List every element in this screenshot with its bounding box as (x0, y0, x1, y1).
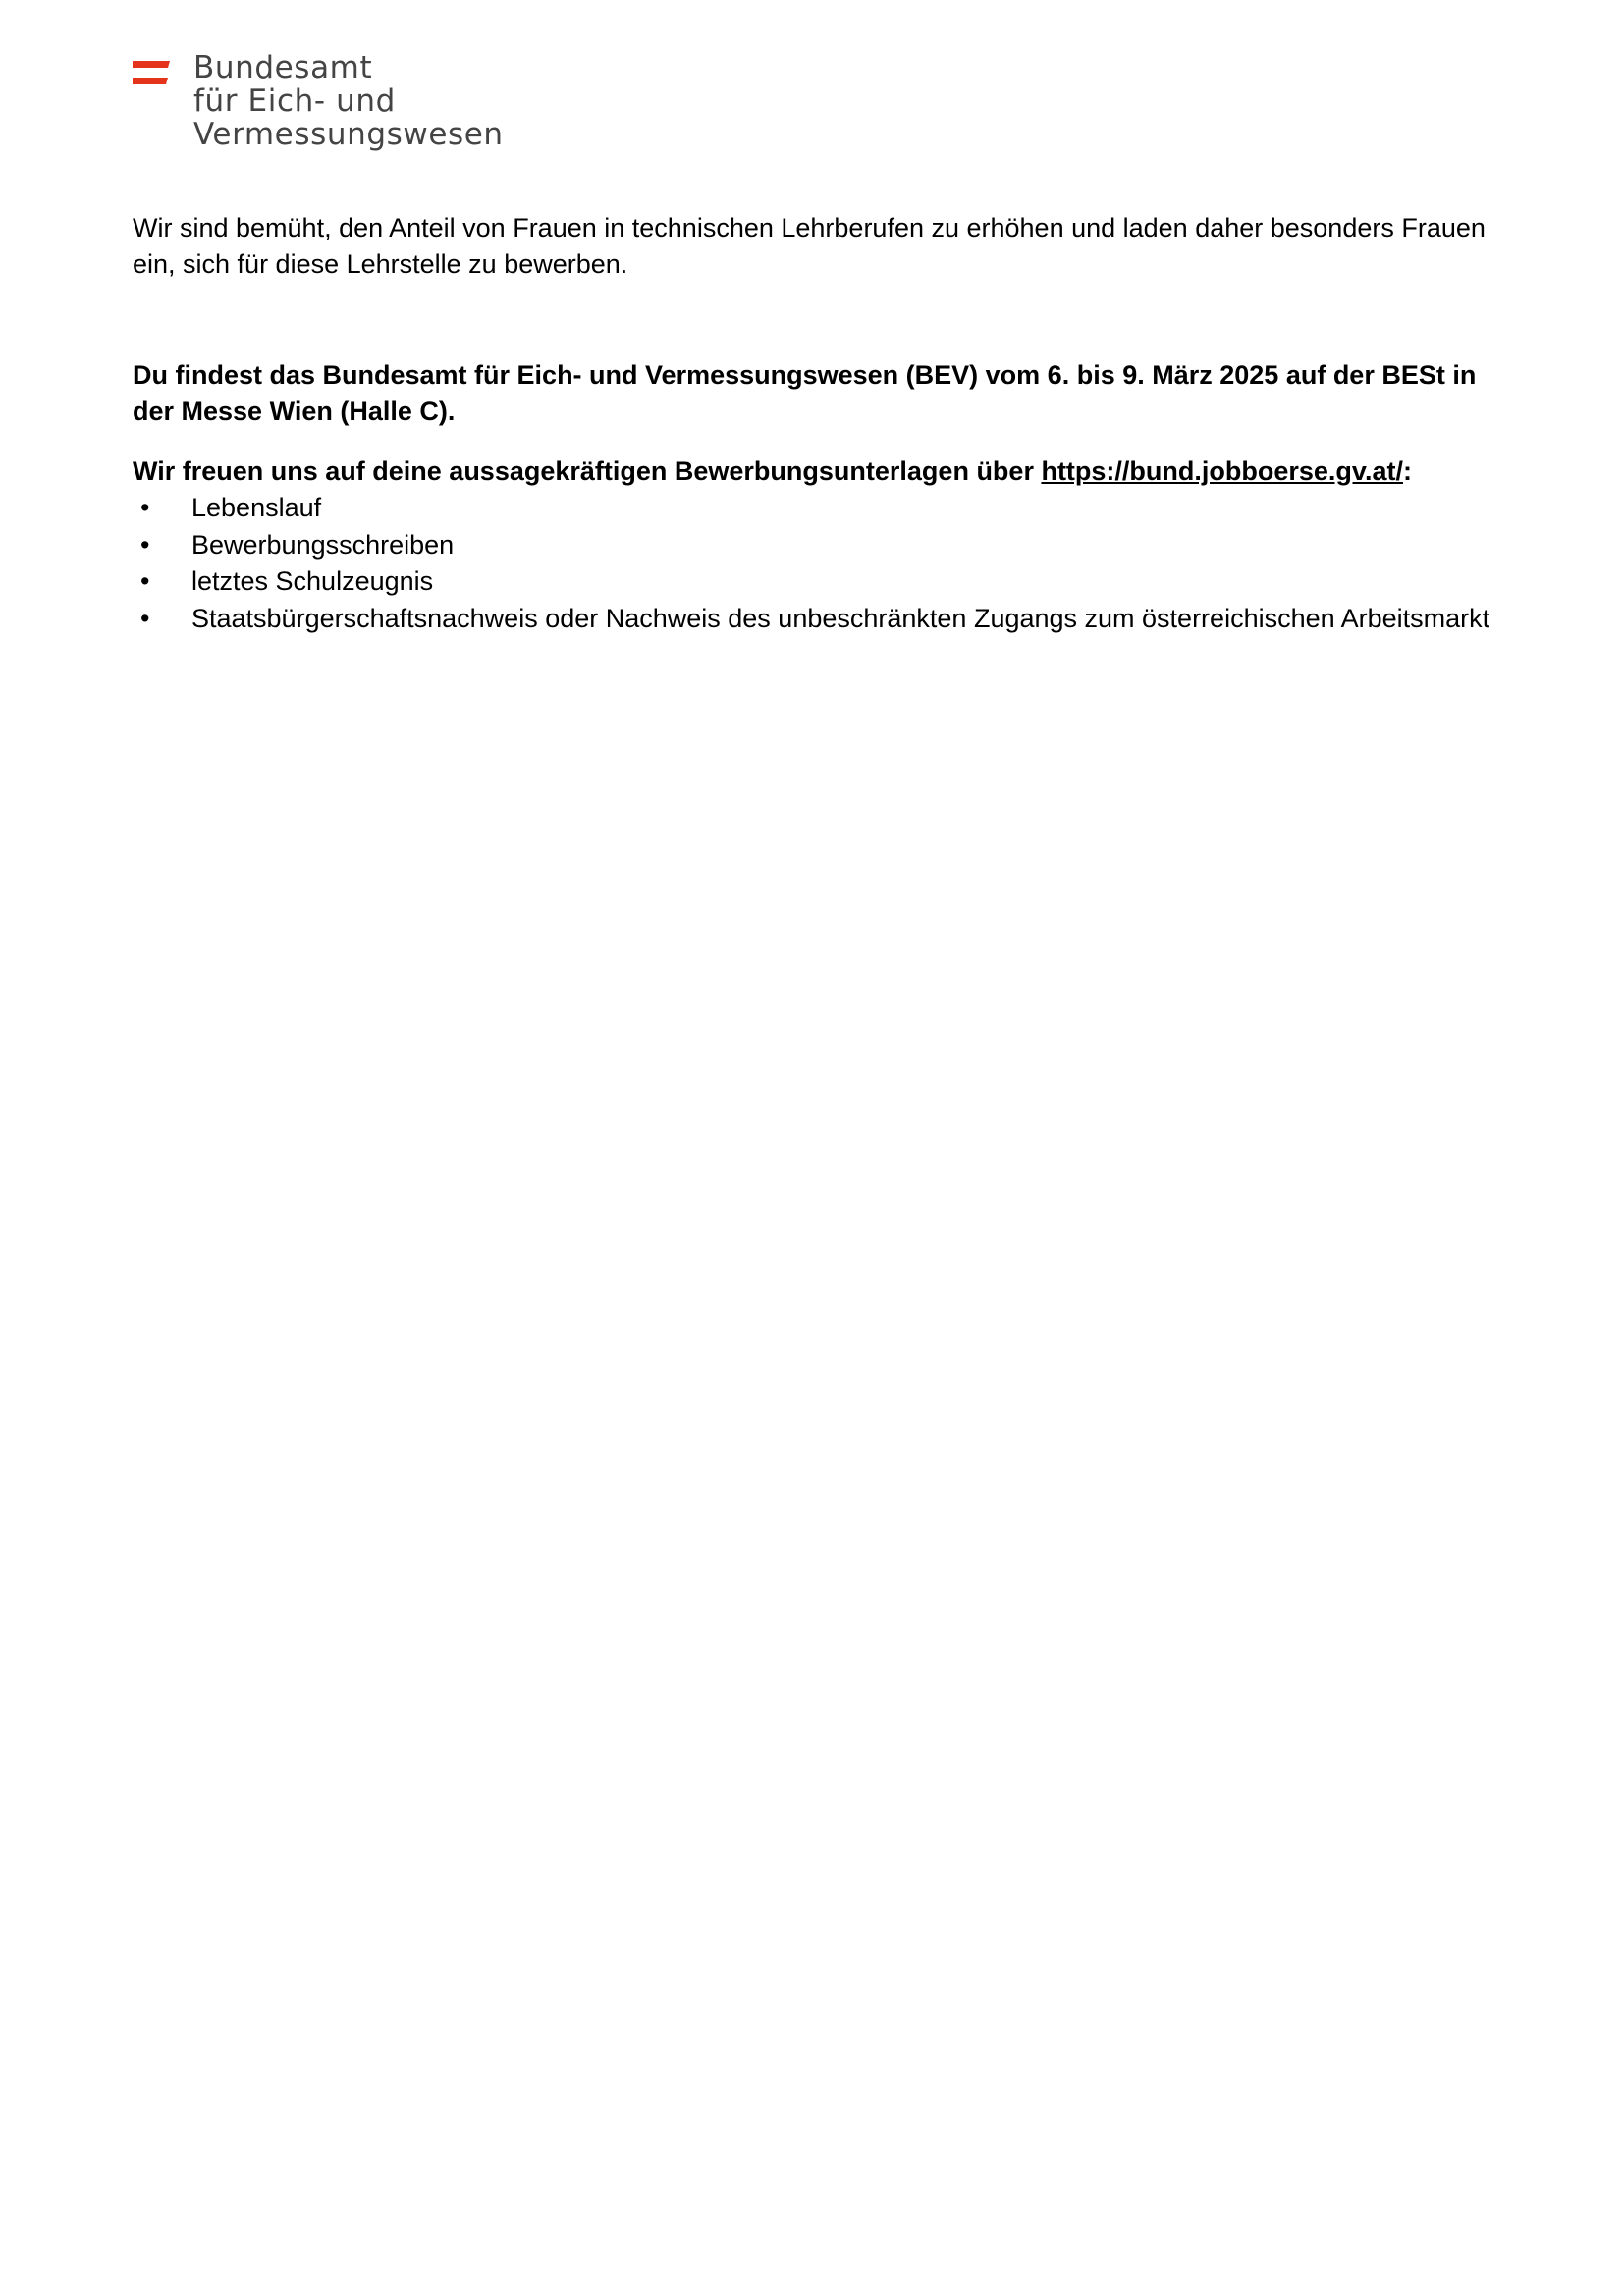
bullet-icon: • (140, 603, 150, 633)
list-item-label: Bewerbungsschreiben (191, 529, 455, 560)
list-item (133, 601, 1507, 638)
jobboerse-link[interactable]: https://bund.jobboerse.gv.at/ (1041, 456, 1403, 486)
application-paragraph (133, 454, 1507, 490)
list-item-label: Staatsbürgerschaftsnachweis oder Nachweis des unbeschränkten Zugangs zum österreichischen Arbeitsmarkt (191, 603, 1490, 633)
logo-line-2: für Eich- und (193, 83, 396, 119)
logo-wordmark (193, 51, 504, 151)
logo-line-3: Vermessungswesen (193, 117, 504, 152)
bev-logo (133, 51, 545, 184)
list-item-label: letztes Schulzeugnis (191, 566, 434, 596)
logo-line-1: Bundesamt (193, 50, 373, 85)
list-item (133, 490, 1507, 527)
list-item (133, 563, 1507, 601)
list-item-label: Lebenslauf (191, 493, 322, 522)
list-item (133, 527, 1507, 564)
intro-paragraph: Wir sind bemüht, den Anteil von Frauen in technischen Lehrberufen zu erhöhen und laden daher besonders Frauen ein, sich für diese Lehrstelle zu bewerben. (133, 213, 1486, 279)
application-text: Wir freuen uns auf deine aussagekräftigen Bewerbungsunterlagen über (133, 456, 1042, 486)
bullet-icon: • (140, 566, 150, 596)
application-colon: : (1402, 456, 1412, 486)
documents-list (133, 490, 1507, 637)
event-paragraph: Du findest das Bundesamt für Eich- und Vermessungswesen (BEV) vom 6. bis 9. März 2025 auf der BESt in der Messe Wien (Halle C). (133, 360, 1477, 426)
bullet-icon: • (140, 529, 150, 560)
bullet-icon: • (140, 493, 150, 522)
austria-flag-icon (133, 61, 170, 88)
